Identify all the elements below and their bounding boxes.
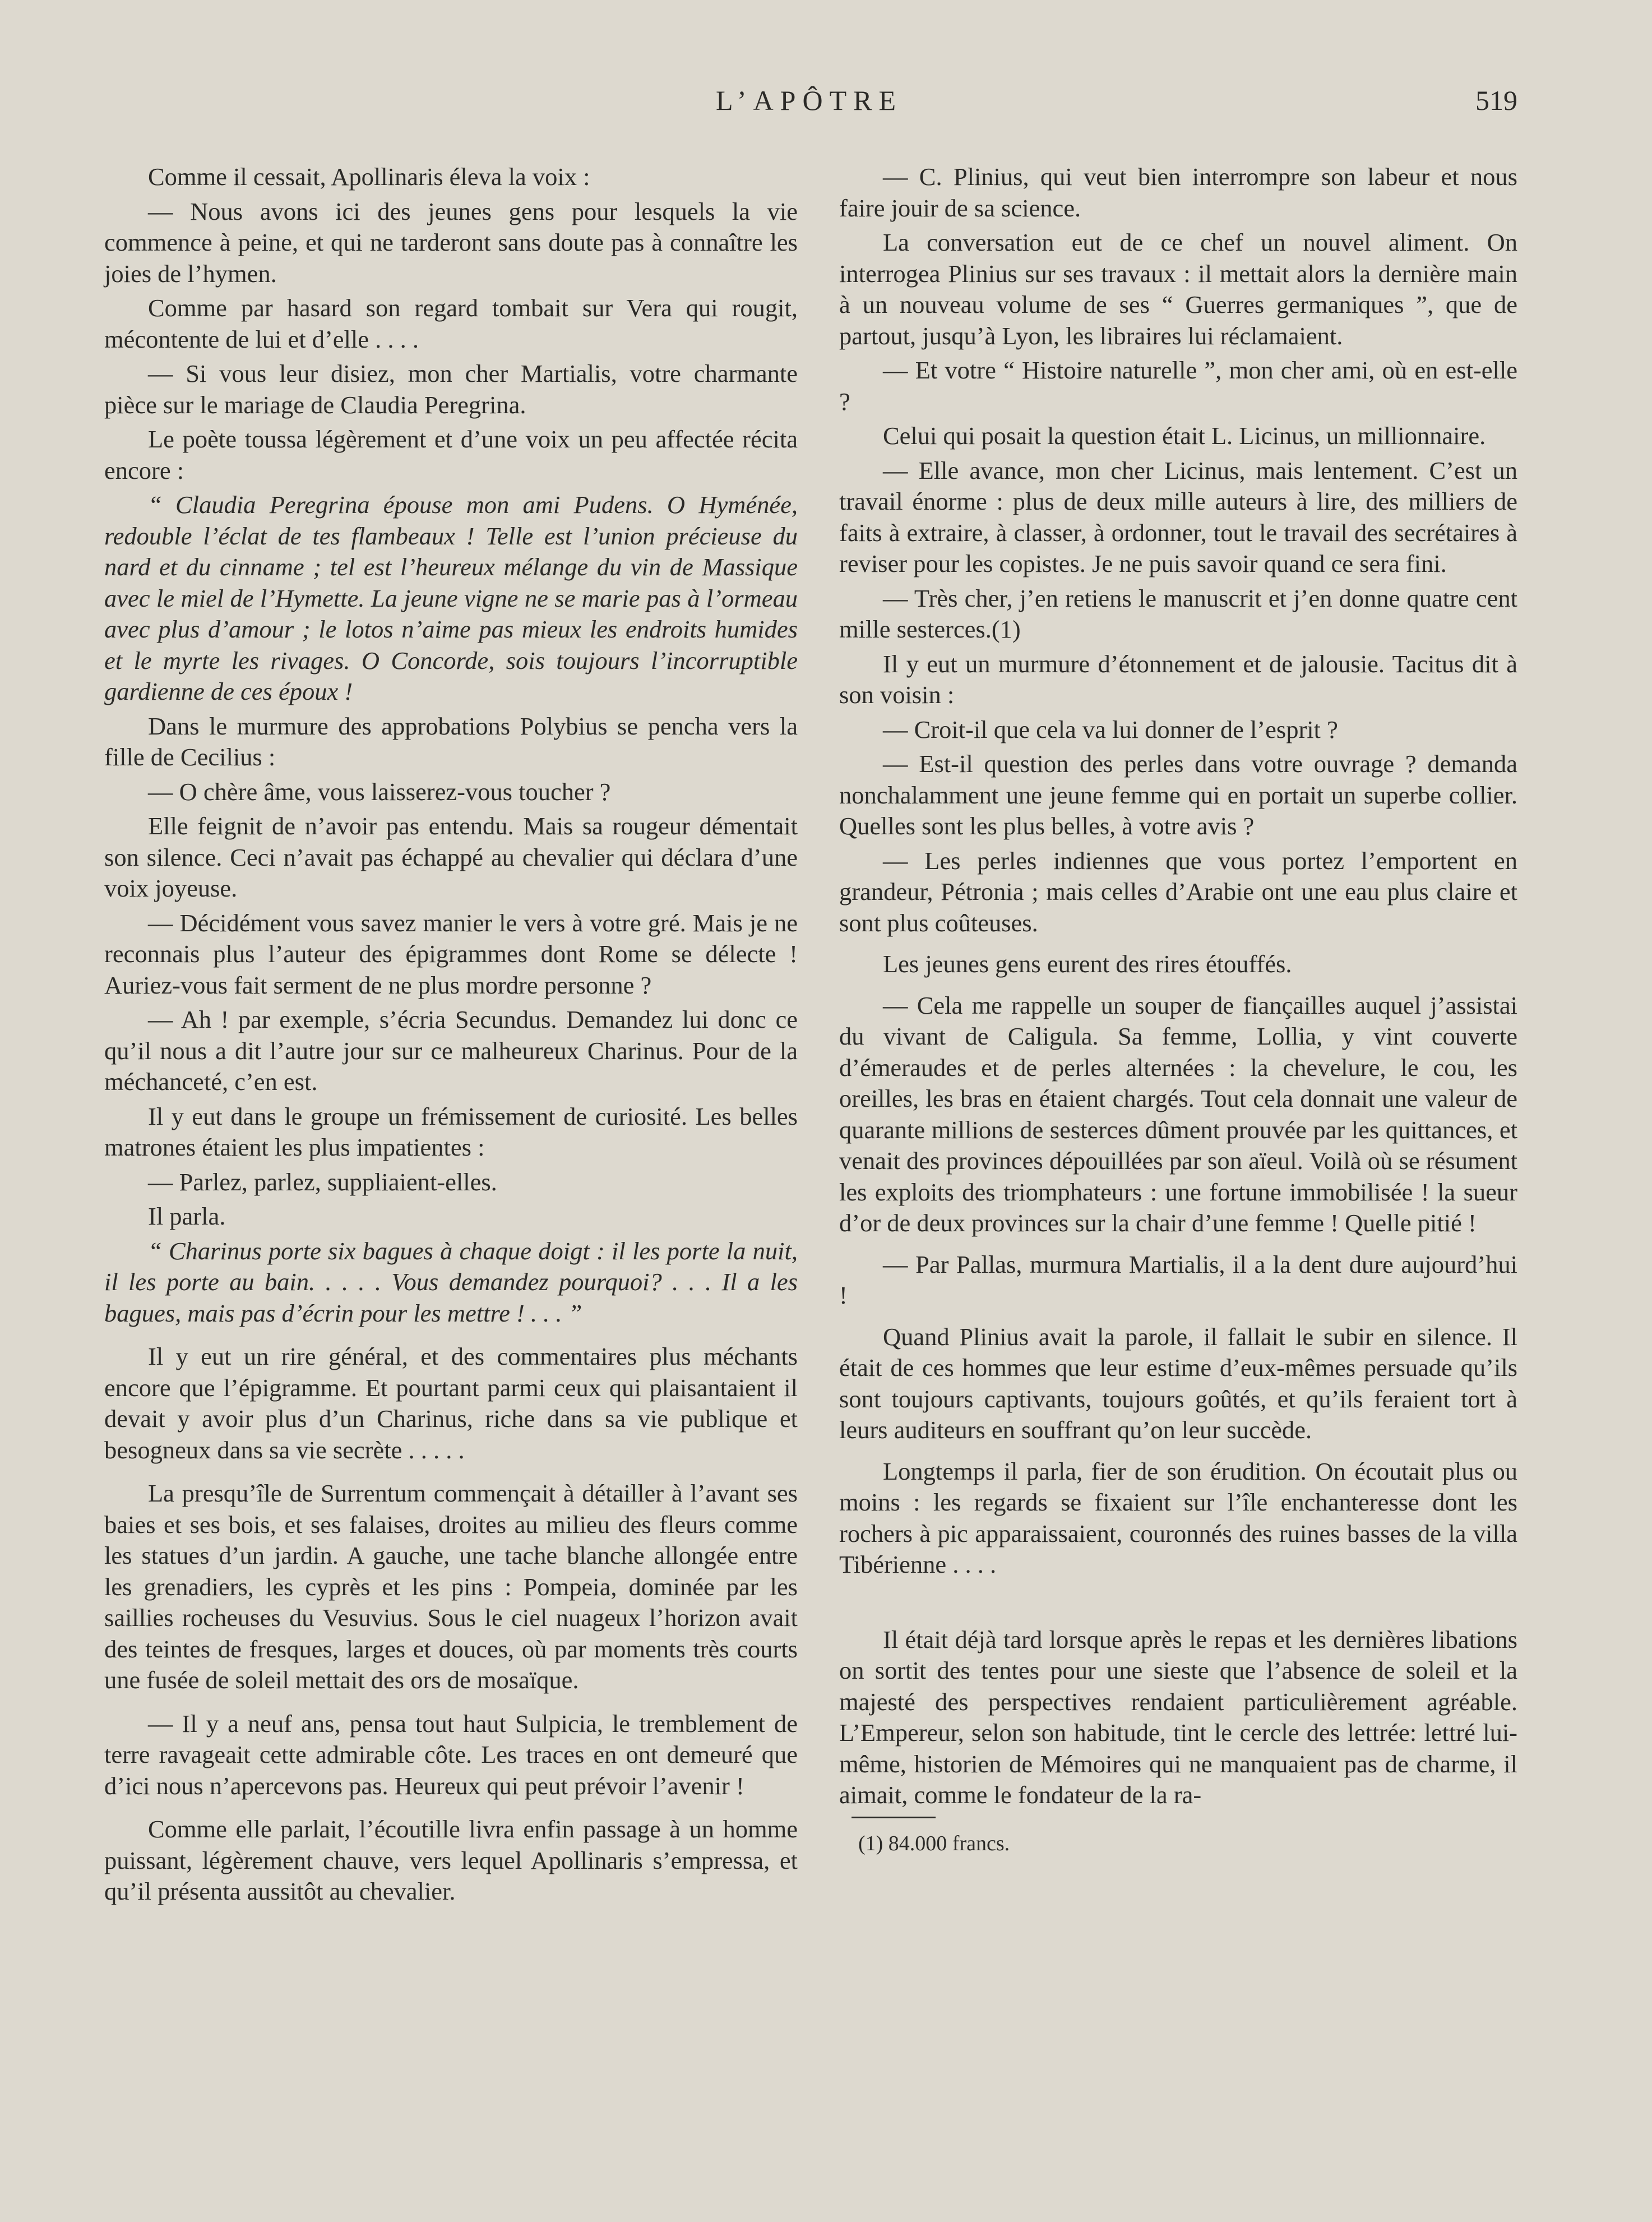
paragraph: — Ah ! par exemple, s’écria Secundus. Demandez lui donc ce qu’il nous a dit l’autre jour sur ce malheureux Charinus. Pour de la méchanceté, c’en est. <box>104 1005 798 1096</box>
paragraph: La presqu’île de Surrentum commençait à détailler à l’avant ses baies et ses bois, et ses falaises, droites au milieu des fleurs comme les statues d’un jardin. A gauche, une tache blanche allongée entre les grenadiers, les cyprès et les pins : Pompeia, dominée par les saillies rocheuses du Vesuvius. Sous le ciel nuageux l’horizon avait des teintes de fresques, larges et douces, où par moments très courts une fusée de soleil mettait des ors de mosaïque. <box>104 1479 798 1694</box>
paragraph: — Décidément vous savez manier le vers à votre gré. Mais je ne reconnais plus l’auteur des épigrammes dont Rome se délecte ! Auriez-vous fait serment de ne plus mordre personne ? <box>104 908 798 999</box>
paragraph: Il y eut dans le groupe un frémissement de curiosité. Les belles matrones étaient les plus impatientes : <box>104 1102 798 1161</box>
paragraph: — Nous avons ici des jeunes gens pour lesquels la vie commence à peine, et qui ne tarderont sans doute pas à connaître les joies de l’hymen. <box>104 197 798 288</box>
paragraph: Il parla. <box>148 1202 226 1230</box>
page-header <box>101 84 1517 129</box>
paragraph: — C. Plinius, qui veut bien interrompre son labeur et nous faire jouir de sa science. <box>839 163 1517 222</box>
paragraph: — Si vous leur disiez, mon cher Martialis, votre charmante pièce sur le mariage de Claudia Peregrina. <box>104 359 798 419</box>
poem-quote: “ Claudia Peregrina épouse mon ami Pudens. O Hyménée, redouble l’éclat de tes flambeaux ! Telle est l’union précieuse du nard et du cinname ; tel est l’heureux mélange du vin de Massique avec le miel de l’Hymette. La jeune vigne ne se marie pas à l’ormeau avec plus d’amour ; le lotos n’aime pas mieux les endroits humides et le myrte les rivages. O Concorde, sois toujours l’incorruptible gardienne de ces époux ! <box>104 491 798 705</box>
paragraph: La conversation eut de ce chef un nouvel aliment. On interrogea Plinius sur ses travaux : il mettait alors la dernière main à un nouveau volume de ses “ Guerres germaniques ”, que de partout, jusqu’à Lyon, les libraires lui réclamaient. <box>839 228 1517 350</box>
paragraph: Longtemps il parla, fier de son érudition. On écoutait plus ou moins : les regards se fixaient sur l’île enchanteresse dont les rochers à pic apparaissaient, couronnés des ruines basses de la villa Tibérienne . . . . <box>839 1457 1517 1578</box>
right-column <box>839 161 1517 1856</box>
paragraph: — Et votre “ Histoire naturelle ”, mon cher ami, où en est-elle ? <box>839 356 1517 415</box>
paragraph: Celui qui posait la question était L. Licinus, un millionnaire. <box>883 422 1486 450</box>
paragraph: — Parlez, parlez, suppliaient-elles. <box>148 1167 497 1196</box>
page-number: 519 <box>1475 85 1517 116</box>
footnote-rule <box>852 1817 936 1818</box>
footnote: (1) 84.000 francs. <box>858 1831 1010 1855</box>
paragraph: — Il y a neuf ans, pensa tout haut Sulpicia, le tremblement de terre ravageait cette admirable côte. Les traces en ont demeuré que d’ici nous n’apercevons pas. Heureux qui peut prévoir l’avenir ! <box>104 1709 798 1800</box>
epigram-quote: “ Charinus porte six bagues à chaque doigt : il les porte la nuit, il les porte au bain. . . . . Vous demandez pourquoi? . . . Il a les bagues, mais pas d’écrin pour les mettre ! . . . ” <box>104 1236 798 1327</box>
paragraph: — Est-il question des perles dans votre ouvrage ? demanda nonchalamment une jeune femme qui en portait un superbe collier. Quelles sont les plus belles, à votre avis ? <box>839 750 1517 840</box>
paragraph: — Cela me rappelle un souper de fiançailles auquel j’assistai du vivant de Caligula. Sa femme, Lollia, y vint couverte d’émeraudes et de perles alternées : la chevelure, le cou, les oreilles, les bras en étaient chargés. Tout cela donnait une valeur de quarante millions de sesterces dûment prouvée par les quittances, et venait des provinces dépouillées par son aïeul. Voilà où se résument les exploits des triomphateurs : une fortune immobilisée ! la sueur d’or de deux provinces sur la chair d’une femme ! Quelle pitié ! <box>839 991 1517 1237</box>
paragraph: Comme par hasard son regard tombait sur Vera qui rougit, mécontente de lui et d’elle . . . . <box>104 294 798 353</box>
paragraph: — Les perles indiennes que vous portez l’emportent en grandeur, Pétronia ; mais celles d’Arabie ont une eau plus claire et sont plus coûteuses. <box>839 846 1517 937</box>
paragraph: Il y eut un murmure d’étonnement et de jalousie. Tacitus dit à son voisin : <box>839 649 1517 709</box>
paragraph: Il était déjà tard lorsque après le repas et les dernières libations on sortit des tentes pour une sieste que l’absence de soleil et la majesté des perspectives rendaient particulièrement agréable. L’Empereur, selon son habitude, tint le cercle des lettrée: lettré lui-même, historien de Mémoires qui ne manquaient pas de charme, il aimait, comme le fondateur de la ra- <box>839 1625 1517 1809</box>
paragraph: Comme elle parlait, l’écoutille livra enfin passage à un homme puissant, légèrement chauve, vers lequel Apollinaris s’empressa, et qu’il présenta aussitôt au chevalier. <box>104 1815 798 1905</box>
paragraph: — Par Pallas, murmura Martialis, il a la dent dure aujourd’hui ! <box>839 1250 1517 1309</box>
paragraph: Comme il cessait, Apollinaris éleva la voix : <box>148 163 590 191</box>
paragraph: Le poète toussa légèrement et d’une voix un peu affectée récita encore : <box>104 425 798 484</box>
paragraph: Il y eut un rire général, et des commentaires plus méchants encore que l’épigramme. Et pourtant parmi ceux qui plaisantaient il devait y avoir plus d’un Charinus, riche dans sa vie publique et besogneux dans sa vie secrète . . . . . <box>104 1342 798 1464</box>
paragraph: — Elle avance, mon cher Licinus, mais lentement. C’est un travail énorme : plus de deux mille auteurs à lire, des milliers de faits à extraire, à classer, à ordonner, tout le travail des secrétaires à reviser pour les copistes. Je ne puis savoir quand ce sera fini. <box>839 456 1517 578</box>
paragraph: Elle feignit de n’avoir pas entendu. Mais sa rougeur démentait son silence. Ceci n’avait pas échappé au chevalier qui déclara d’une voix joyeuse. <box>104 812 798 902</box>
running-title: L’APÔTRE <box>715 85 903 116</box>
paragraph: — Croit-il que cela va lui donner de l’esprit ? <box>883 715 1338 743</box>
paragraph: — O chère âme, vous laisserez-vous toucher ? <box>148 777 611 806</box>
left-column <box>104 161 798 1911</box>
paragraph: Quand Plinius avait la parole, il fallait le subir en silence. Il était de ces hommes que leur estime d’eux-mêmes persuade qu’ils sont toujours captivants, toujours goûtés, et qu’ils feraient tort à leurs auditeurs en souffrant qu’on leur succède. <box>839 1322 1517 1444</box>
paragraph: Dans le murmure des approbations Polybius se pencha vers la fille de Cecilius : <box>104 712 798 771</box>
paragraph: — Très cher, j’en retiens le manuscrit et j’en donne quatre cent mille sesterces.(1) <box>839 584 1517 643</box>
paragraph: Les jeunes gens eurent des rires étouffés. <box>883 950 1292 978</box>
